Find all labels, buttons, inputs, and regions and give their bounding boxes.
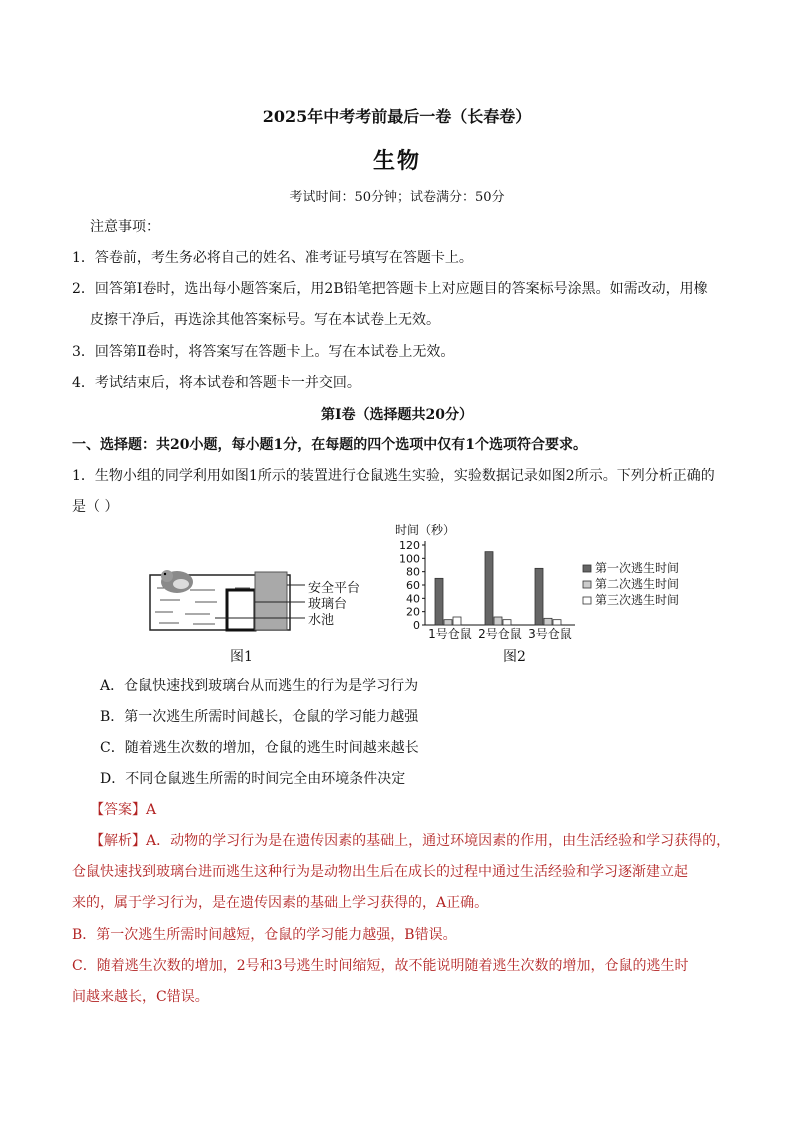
figure1-caption: 图1: [230, 649, 253, 665]
legend-label: 第三次逃生时间: [595, 593, 680, 607]
note-item-2: 2．回答第Ⅰ卷时，选出每小题答案后，用2B铅笔把答题卡上对应题目的答案标号涂黑。如需改动，用橡: [72, 281, 708, 297]
y-tick-label: 120: [399, 539, 420, 552]
option-d: D．不同仓鼠逃生所需的时间完全由环境条件决定: [100, 771, 406, 787]
legend-swatch: [583, 581, 591, 588]
bar: [535, 568, 543, 625]
bar: [494, 617, 502, 625]
notes-heading: 注意事项：: [90, 219, 160, 235]
label-safe-platform: 安全平台: [308, 581, 361, 596]
exam-meta: 考试时间：50分钟；试卷满分：50分: [289, 190, 505, 205]
note-item-2-cont: 皮擦干净后，再选涂其他答案标号。写在本试卷上无效。: [90, 312, 440, 328]
label-water-pool: 水池: [308, 613, 335, 628]
analysis-text-1: A．动物的学习行为是在遗传因素的基础上，通过环境因素的作用，由生活经验和学习获得的，: [146, 833, 731, 849]
question-stem: 1．生物小组的同学利用如图1所示的装置进行仓鼠逃生实验，实验数据记录如图2所示。下列分析正确的: [72, 468, 715, 484]
figure2-chart: [390, 520, 690, 645]
analysis-line-3: 来的，属于学习行为，是在遗传因素的基础上学习获得的，A正确。: [72, 895, 489, 911]
option-b: B．第一次逃生所需时间越长，仓鼠的学习能力越强: [100, 709, 419, 725]
answer-tag: 【答案】: [90, 802, 146, 818]
note-item-1: 1．答卷前，考生务必将自己的姓名、准考证号填写在答题卡上。: [72, 250, 473, 266]
question-stem-cont: 是（ ）: [72, 499, 119, 515]
bar: [544, 618, 552, 625]
note-item-4: 4．考试结束后，将本试卷和答题卡一并交回。: [72, 375, 361, 391]
hamster-icon: [161, 570, 193, 593]
part-heading: 一、选择题：共20小题，每小题1分，在每题的四个选项中仅有1个选项符合要求。: [72, 437, 587, 453]
subject-title: 生物: [372, 148, 421, 174]
analysis-line-5: C．随着逃生次数的增加，2号和3号逃生时间缩短，故不能说明随着逃生次数的增加，仓鼠的逃生时: [72, 958, 689, 974]
y-tick-label: 20: [406, 605, 420, 619]
glass-platform: [227, 590, 255, 630]
analysis-tag: 【解析】: [90, 833, 146, 849]
y-axis-label: 时间（秒）: [395, 523, 456, 537]
y-tick-label: 100: [399, 552, 420, 566]
x-tick-label: 2号仓鼠: [478, 627, 522, 641]
option-a: A．仓鼠快速找到玻璃台从而逃生的行为是学习行为: [100, 678, 419, 694]
x-tick-label: 1号仓鼠: [428, 627, 472, 641]
x-tick-label: 3号仓鼠: [528, 627, 572, 641]
note-item-3: 3．回答第Ⅱ卷时，将答案写在答题卡上。写在本试卷上无效。: [72, 344, 455, 360]
analysis-line-4: B．第一次逃生所需时间越短，仓鼠的学习能力越强，B错误。: [72, 927, 457, 943]
exam-title: 2025年中考考前最后一卷（长春卷）: [262, 107, 532, 126]
answer-value: A: [146, 802, 157, 818]
legend-swatch: [583, 597, 591, 604]
bar: [444, 620, 452, 625]
y-tick-label: 80: [406, 565, 420, 579]
bar: [503, 620, 511, 625]
option-c: C．随着逃生次数的增加，仓鼠的逃生时间越来越长: [100, 740, 419, 756]
answer-line: [90, 800, 750, 820]
label-glass-platform: 玻璃台: [308, 597, 348, 612]
y-tick-label: 40: [406, 592, 420, 606]
analysis-line-6: 间越来越长，C错误。: [72, 989, 209, 1005]
analysis-line-2: 仓鼠快速找到玻璃台进而逃生这种行为是动物出生后在成长的过程中通过生活经验和学习逐渐建立起: [72, 864, 688, 880]
legend-label: 第一次逃生时间: [595, 561, 680, 575]
y-tick-label: 0: [413, 619, 420, 632]
legend-label: 第二次逃生时间: [595, 577, 680, 591]
section-title: 第Ⅰ卷（选择题共20分）: [320, 407, 474, 423]
figure2-caption: 图2: [503, 649, 526, 665]
bar: [435, 578, 443, 625]
y-tick-label: 60: [406, 579, 420, 592]
safe-platform: [255, 572, 287, 630]
bar: [485, 552, 493, 625]
legend-swatch: [583, 565, 591, 572]
bar: [553, 620, 561, 625]
analysis-line-1: [90, 831, 750, 851]
bar: [453, 617, 461, 625]
